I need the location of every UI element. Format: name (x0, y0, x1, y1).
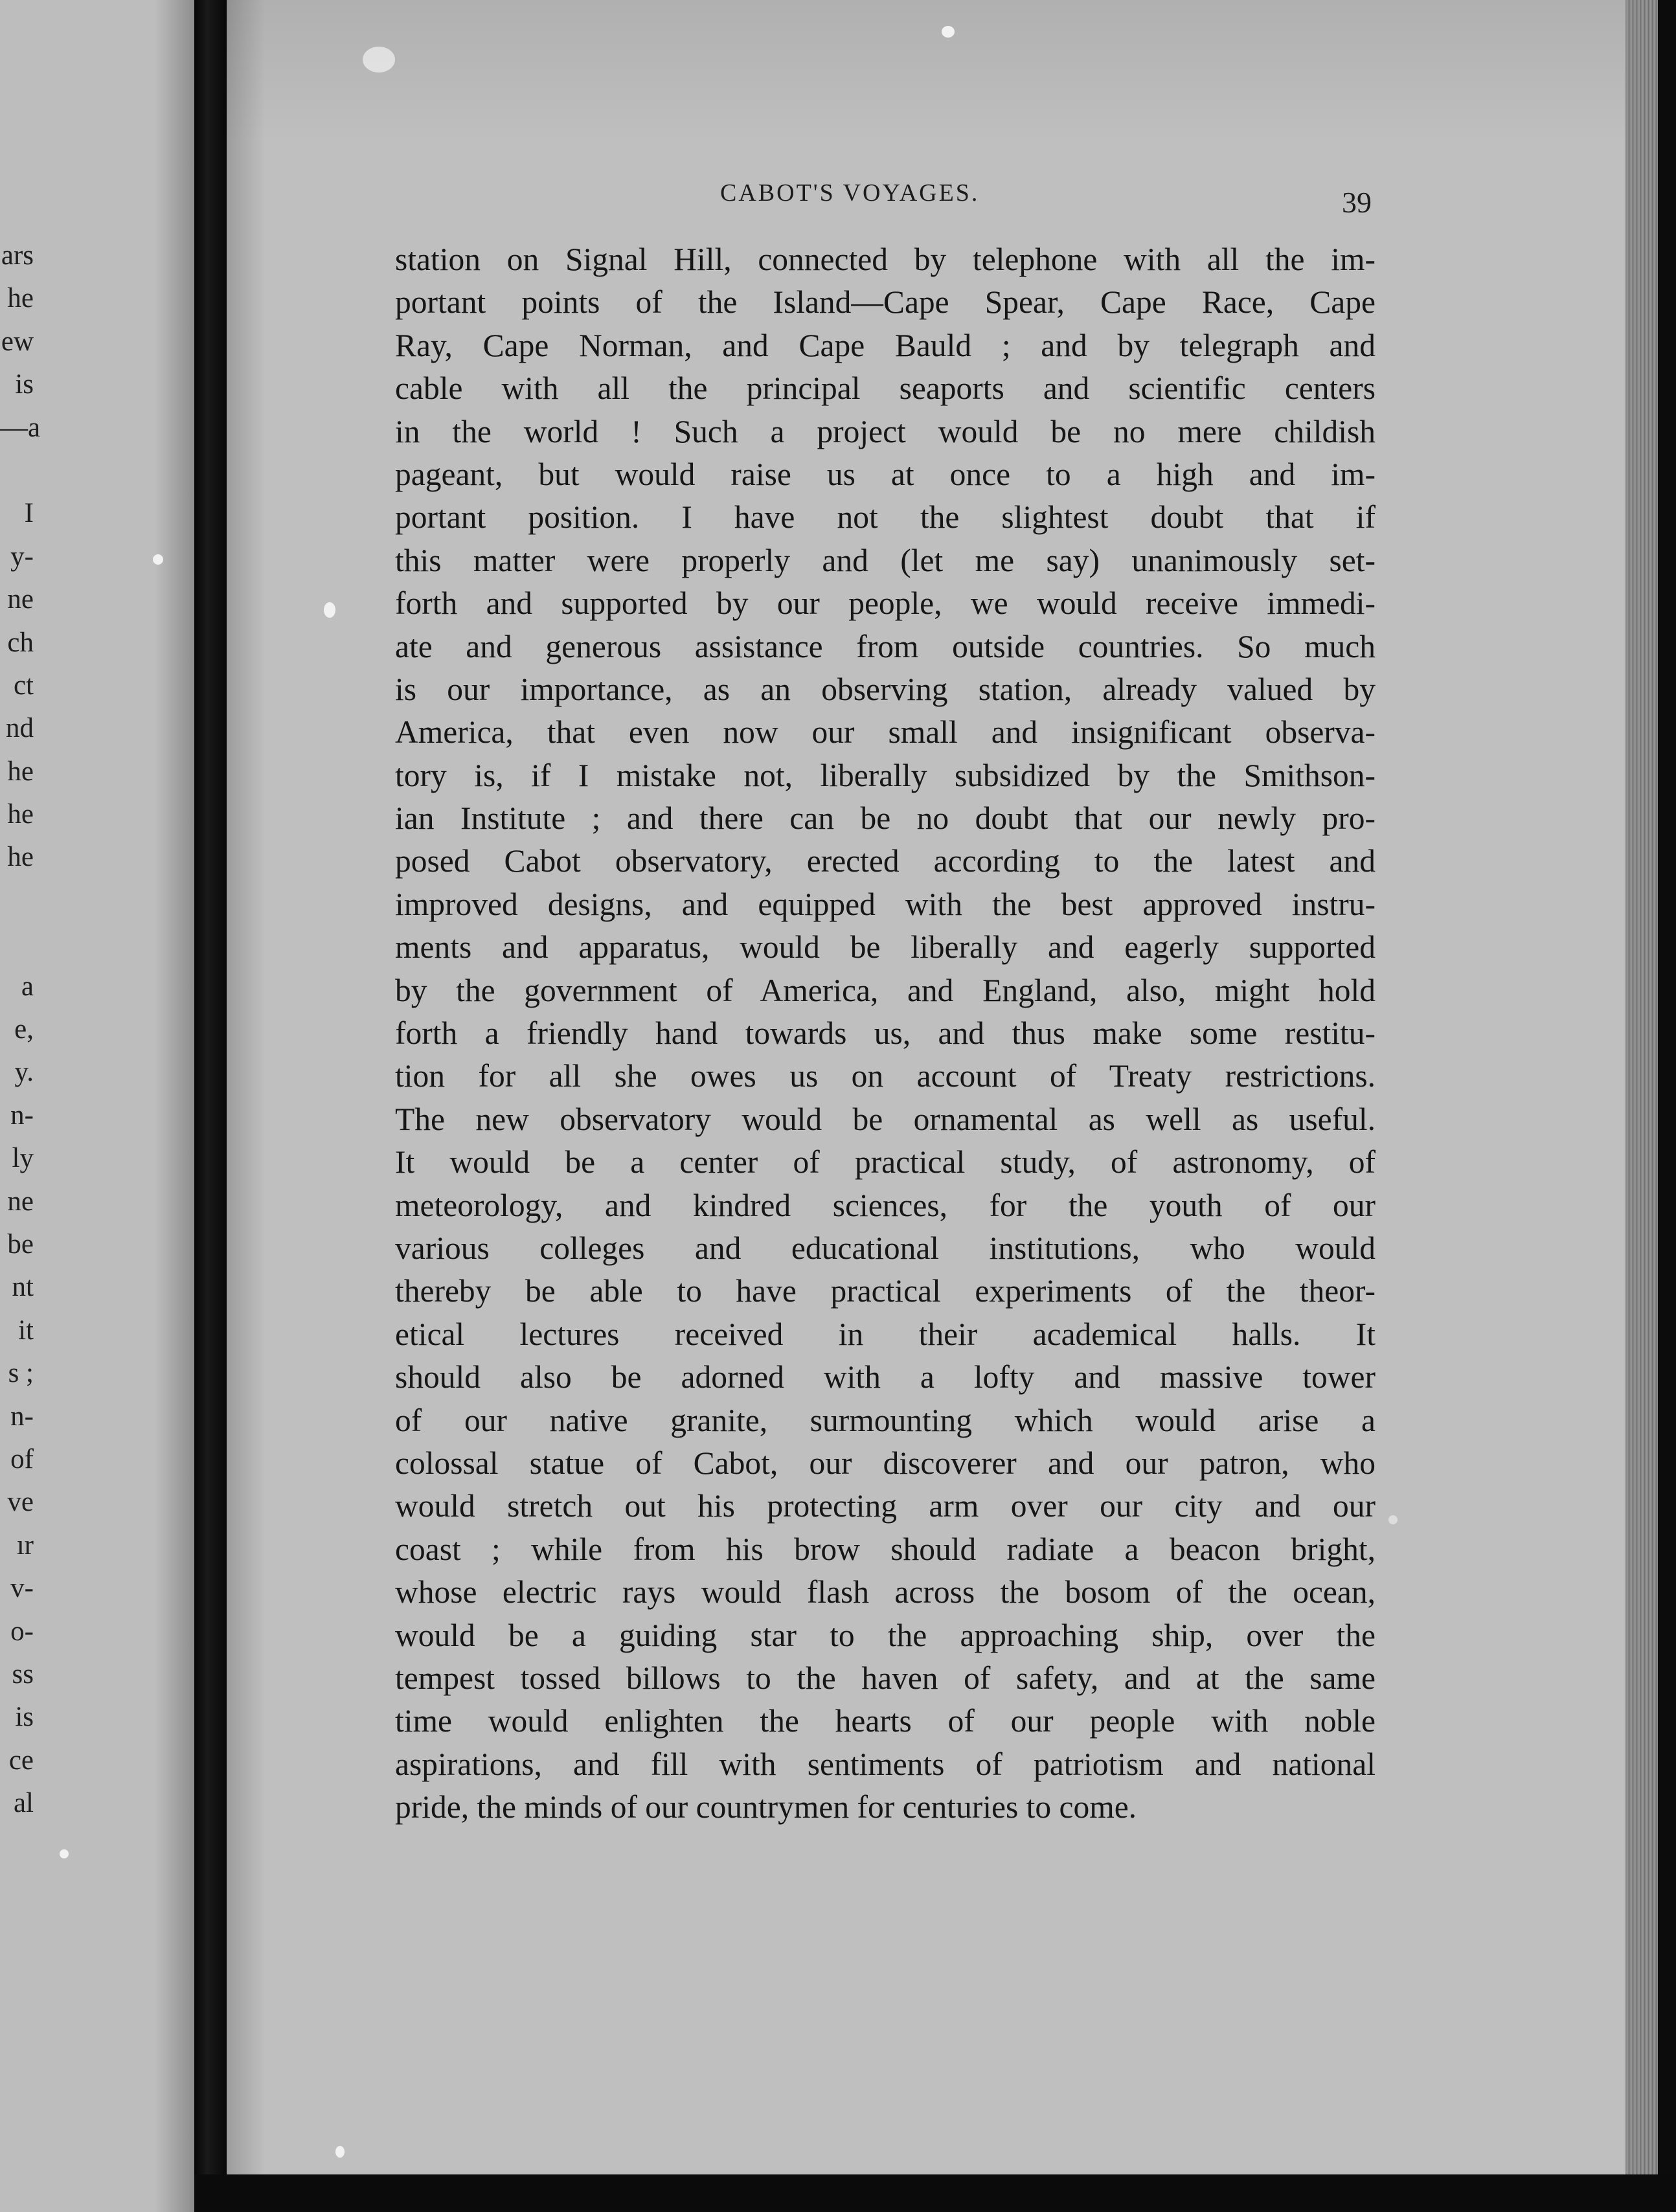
left-page-fragment: he (7, 799, 34, 830)
text-line: would stretch out his protecting arm over our city and our (395, 1488, 1376, 1524)
left-page-fragment: ır (16, 1529, 34, 1561)
left-page-fragment: y- (10, 541, 34, 572)
text-line: It would be a center of practical study, of astronomy, of (395, 1144, 1376, 1180)
text-line: station on Signal Hill, connected by telephone with all the im- (395, 242, 1376, 277)
text-line: should also be adorned with a lofty and massive tower (395, 1359, 1376, 1395)
scan-speck (324, 602, 335, 618)
left-page-fragment: ch (7, 627, 34, 658)
left-page-fragment: ss (12, 1658, 34, 1689)
left-page-fragment: s ; (8, 1358, 34, 1389)
text-line: portant position. I have not the slightest doubt that if (395, 499, 1376, 536)
text-line: forth a friendly hand towards us, and thus make some restitu- (395, 1015, 1376, 1052)
text-line: Ray, Cape Norman, and Cape Bauld ; and by telegraph and (395, 327, 1376, 363)
page-shade-left (227, 0, 266, 2212)
scan-border-right (1658, 0, 1676, 2212)
left-page-fragment: he (7, 842, 34, 873)
scan-speck (335, 2146, 345, 2158)
left-page-fragment: nd (6, 713, 34, 744)
scan-border-bottom (194, 2174, 1676, 2212)
left-page-fragment: n- (10, 1100, 34, 1131)
text-line: coast ; while from his brow should radiate a beacon bright, (395, 1531, 1376, 1567)
text-line: forth and supported by our people, we would receive immedi- (395, 585, 1376, 622)
text-line: of our native granite, surmounting which would arise a (395, 1402, 1376, 1438)
left-page-fragment: he (7, 756, 34, 787)
text-line: meteorology, and kindred sciences, for the youth of our (395, 1187, 1376, 1223)
text-line: whose electric rays would flash across the bosom of the ocean, (395, 1574, 1376, 1610)
left-page-fragment: of (10, 1443, 34, 1474)
text-line: portant points of the Island—Cape Spear, Cape Race, Cape (395, 284, 1376, 321)
scan-speck (153, 554, 163, 565)
left-page-fragment: al (13, 1788, 34, 1819)
text-line: colossal statue of Cabot, our discoverer and our patron, who (395, 1445, 1376, 1481)
left-page-fragment: o- (10, 1616, 34, 1647)
left-page-fragment: it (18, 1315, 34, 1346)
text-line: tory is, if I mistake not, liberally subsidized by the Smithson- (395, 757, 1376, 793)
text-line: pageant, but would raise us at once to a high and im- (395, 456, 1376, 492)
text-line: aspirations, and fill with sentiments of patriotism and national (395, 1746, 1376, 1782)
body-text (395, 238, 1376, 1829)
text-line: ate and generous assistance from outside countries. So much (395, 628, 1376, 664)
text-line: cable with all the principal seaports and scientific centers (395, 370, 1376, 407)
left-page-fragment: e, (14, 1014, 34, 1045)
left-page-fragment: a (21, 971, 34, 1002)
text-line: various colleges and educational institutions, who would (395, 1230, 1376, 1266)
text-line: in the world ! Such a project would be no mere childish (395, 413, 1376, 449)
left-page-fragment: he (7, 283, 34, 314)
text-line: tion for all she owes us on account of Treaty restrictions. (395, 1058, 1376, 1094)
left-page-fragment: is (15, 369, 34, 400)
page-number: 39 (1342, 186, 1372, 219)
left-page-fragment: v- (10, 1573, 34, 1604)
running-head: CABOT'S VOYAGES. (720, 179, 980, 207)
scan-speck (363, 47, 395, 73)
left-page-fragment: ne (7, 1186, 34, 1217)
text-line: The new observatory would be ornamental as well as useful. (395, 1101, 1376, 1137)
left-page-fragment: ne (7, 584, 34, 615)
left-facing-page (0, 0, 194, 2212)
text-line: ian Institute ; and there can be no doubt that our newly pro- (395, 800, 1376, 837)
text-line: posed Cabot observatory, erected according to the latest and (395, 843, 1376, 879)
left-page-fragment (0, 879, 34, 922)
left-page-text-fragments (0, 234, 41, 1825)
left-page-fragment: I (24, 498, 34, 529)
scan-speck (942, 26, 955, 38)
left-page-fragment: nt (12, 1272, 34, 1303)
text-line: ments and apparatus, would be liberally and eagerly supported (395, 929, 1376, 965)
left-page-fragment: ct (13, 670, 34, 701)
left-page-shadow (154, 0, 194, 2212)
text-line: by the government of America, and England, also, might hold (395, 972, 1376, 1008)
left-page-fragment (0, 922, 34, 965)
book-gutter (194, 0, 227, 2212)
left-page-fragment: ars (1, 240, 34, 271)
text-line: tempest tossed billows to the haven of safety, and at the same (395, 1660, 1376, 1696)
scan-speck (1388, 1515, 1398, 1524)
text-line: would be a guiding star to the approaching ship, over the (395, 1617, 1376, 1653)
left-page-fragment: ve (7, 1487, 34, 1518)
page-edge-stack (1625, 0, 1658, 2212)
left-page-fragment: ew (1, 326, 34, 357)
left-page-fragment: n- (10, 1401, 34, 1432)
left-page-fragment (0, 449, 34, 492)
text-line: this matter were properly and (let me say) unanimously set- (395, 542, 1376, 578)
left-page-fragment: be (7, 1228, 34, 1259)
text-line: pride, the minds of our countrymen for centuries to come. (395, 1789, 1137, 1825)
text-line: thereby be able to have practical experiments of the theor- (395, 1273, 1376, 1309)
left-page-fragment: ly (12, 1143, 34, 1174)
left-page-fragment: is (15, 1702, 34, 1733)
scan-speck (60, 1849, 69, 1858)
left-page-fragment: ce (8, 1744, 34, 1776)
text-line: time would enlighten the hearts of our people with noble (395, 1703, 1376, 1739)
left-page-fragment: y. (14, 1057, 34, 1088)
left-page-fragment: —a (0, 412, 41, 443)
text-line: etical lectures received in their academical halls. It (395, 1316, 1376, 1352)
text-line: America, that even now our small and insignificant observa- (395, 714, 1376, 751)
text-line: is our importance, as an observing station, already valued by (395, 671, 1376, 707)
page-shade-top (227, 0, 1625, 142)
text-line: improved designs, and equipped with the best approved instru- (395, 886, 1376, 922)
